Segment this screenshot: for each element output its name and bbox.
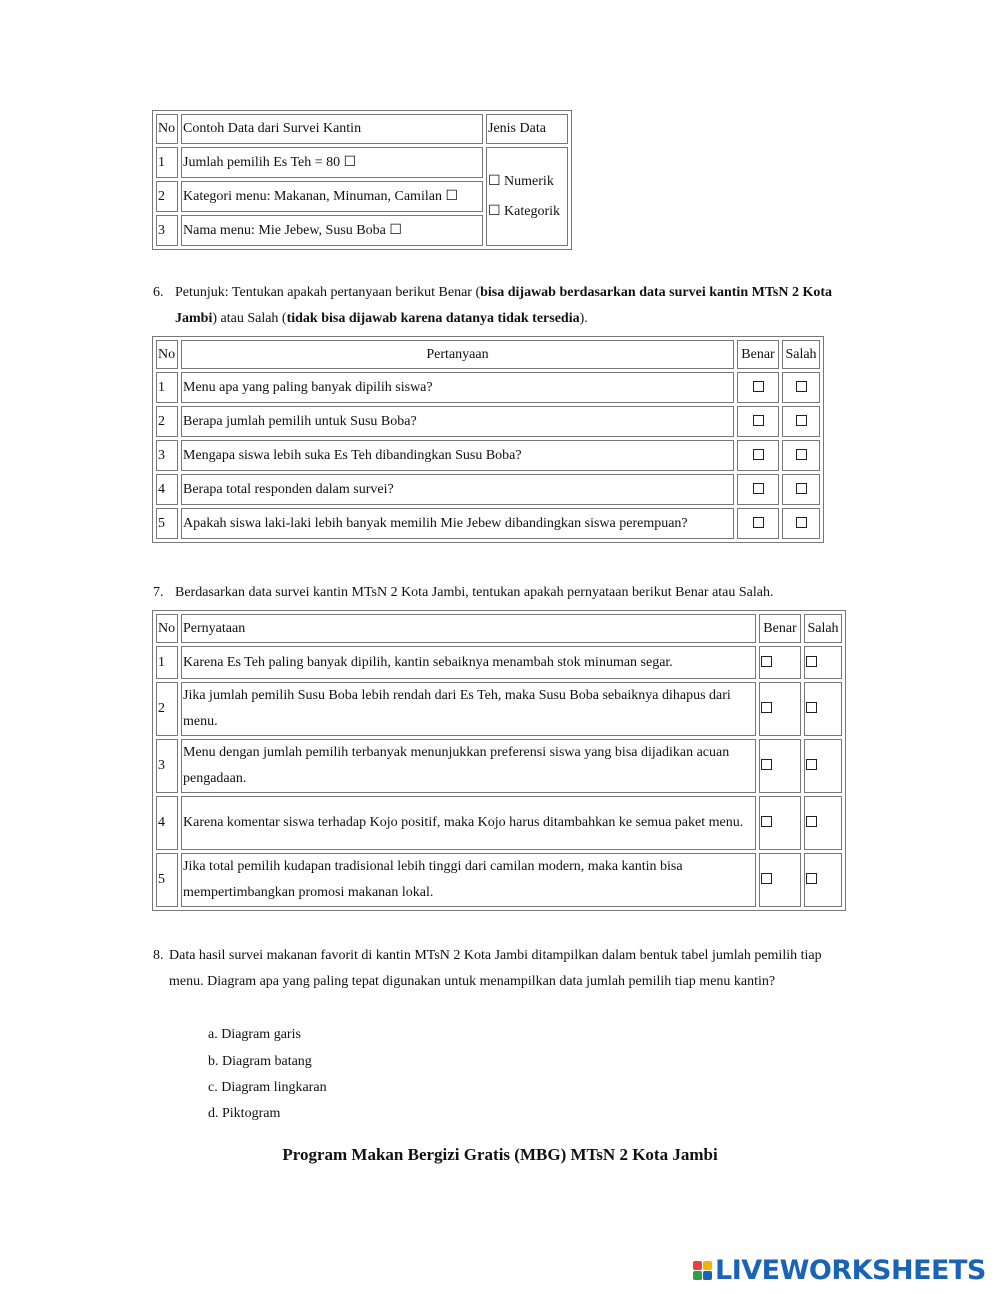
benar-checkbox[interactable] xyxy=(737,474,779,505)
header-benar: Benar xyxy=(737,340,779,369)
row-no: 1 xyxy=(156,147,178,178)
liveworksheets-logo-icon xyxy=(693,1261,712,1280)
benar-checkbox[interactable] xyxy=(759,853,801,907)
statement-cell: Menu dengan jumlah pemilih terbanyak menunjukkan preferensi siswa yang bisa dijadikan acuan pengadaan. xyxy=(181,739,756,793)
option-d[interactable]: d. Piktogram xyxy=(208,1106,281,1121)
header-benar: Benar xyxy=(759,614,801,643)
question-number: 8. xyxy=(153,948,164,963)
header-no: No xyxy=(156,114,178,144)
option-b[interactable]: b. Diagram batang xyxy=(208,1054,312,1069)
statement-cell: Jika jumlah pemilih Susu Boba lebih rendah dari Es Teh, maka Susu Boba sebaiknya dihapus dari menu. xyxy=(181,682,756,736)
benar-checkbox[interactable] xyxy=(759,739,801,793)
benar-checkbox[interactable] xyxy=(759,682,801,736)
question-number: 7. xyxy=(153,585,164,600)
benar-checkbox[interactable] xyxy=(737,372,779,403)
row-no: 1 xyxy=(156,372,178,403)
row-no: 2 xyxy=(156,682,178,736)
row-no: 2 xyxy=(156,181,178,212)
question-6 xyxy=(153,280,858,332)
salah-checkbox[interactable] xyxy=(804,853,842,907)
example-cell[interactable]: Kategori menu: Makanan, Minuman, Camilan ☐ xyxy=(181,181,483,212)
option-kategorik[interactable]: ☐ Kategorik xyxy=(488,203,561,219)
header-salah: Salah xyxy=(804,614,842,643)
question-7 xyxy=(153,580,873,606)
benar-checkbox[interactable] xyxy=(759,796,801,850)
benar-checkbox[interactable] xyxy=(759,646,801,679)
header-type: Jenis Data xyxy=(486,114,568,144)
row-no: 5 xyxy=(156,853,178,907)
header-example: Contoh Data dari Survei Kantin xyxy=(181,114,483,144)
row-no: 3 xyxy=(156,215,178,246)
program-title: Program Makan Bergizi Gratis (MBG) MTsN 2 Kota Jambi xyxy=(282,1145,718,1164)
statement-cell: Karena komentar siswa terhadap Kojo positif, maka Kojo harus ditambahkan ke semua paket menu. xyxy=(181,796,756,850)
header-no: No xyxy=(156,614,178,643)
question-8 xyxy=(153,943,843,995)
row-no: 1 xyxy=(156,646,178,679)
question-text: Berdasarkan data survei kantin MTsN 2 Kota Jambi, tentukan apakah pernyataan berikut Benar atau Salah. xyxy=(175,585,774,600)
benar-checkbox[interactable] xyxy=(737,508,779,539)
header-salah: Salah xyxy=(782,340,820,369)
salah-checkbox[interactable] xyxy=(782,406,820,437)
salah-checkbox[interactable] xyxy=(782,372,820,403)
question-cell: Mengapa siswa lebih suka Es Teh dibandingkan Susu Boba? xyxy=(181,440,734,471)
salah-checkbox[interactable] xyxy=(782,474,820,505)
salah-checkbox[interactable] xyxy=(804,739,842,793)
row-no: 4 xyxy=(156,474,178,505)
example-cell[interactable]: Nama menu: Mie Jebew, Susu Boba ☐ xyxy=(181,215,483,246)
question-cell: Berapa jumlah pemilih untuk Susu Boba? xyxy=(181,406,734,437)
row-no: 5 xyxy=(156,508,178,539)
logo-text: LIVEWORKSHEETS xyxy=(715,1254,986,1286)
salah-checkbox[interactable] xyxy=(804,682,842,736)
example-cell[interactable]: Jumlah pemilih Es Teh = 80 ☐ xyxy=(181,147,483,178)
question-cell: Menu apa yang paling banyak dipilih siswa? xyxy=(181,372,734,403)
question-7-table xyxy=(152,610,846,911)
type-options-cell xyxy=(486,147,568,246)
header-statement: Pernyataan xyxy=(181,614,756,643)
salah-checkbox[interactable] xyxy=(782,508,820,539)
statement-cell: Jika total pemilih kudapan tradisional lebih tinggi dari camilan modern, maka kantin bisa mempertimbangkan promosi makanan lokal. xyxy=(181,853,756,907)
question-cell: Apakah siswa laki-laki lebih banyak memilih Mie Jebew dibandingkan siswa perempuan? xyxy=(181,508,734,539)
question-text: Data hasil survei makanan favorit di kantin MTsN 2 Kota Jambi ditampilkan dalam bentuk tabel jumlah pemilih tiap menu. Diagram apa yang paling tepat digunakan untuk menampilkan data jumlah pemilih tiap menu kantin? xyxy=(169,948,822,989)
row-no: 3 xyxy=(156,440,178,471)
option-a[interactable]: a. Diagram garis xyxy=(208,1027,301,1042)
benar-checkbox[interactable] xyxy=(737,440,779,471)
question-text: Petunjuk: Tentukan apakah pertanyaan berikut Benar (bisa dijawab berdasarkan data survei kantin MTsN 2 Kota Jambi) atau Salah (tidak bisa dijawab karena datanya tidak tersedia). xyxy=(175,285,832,326)
option-c[interactable]: c. Diagram lingkaran xyxy=(208,1080,327,1095)
logo-square-1 xyxy=(693,1261,702,1270)
logo-square-4 xyxy=(703,1271,712,1280)
liveworksheets-logo xyxy=(693,1255,986,1285)
row-no: 4 xyxy=(156,796,178,850)
question-number: 6. xyxy=(153,285,164,300)
header-question: Pertanyaan xyxy=(181,340,734,369)
option-numerik[interactable]: ☐ Numerik xyxy=(488,173,554,189)
row-no: 3 xyxy=(156,739,178,793)
question-6-table xyxy=(152,336,824,543)
salah-checkbox[interactable] xyxy=(782,440,820,471)
question-cell: Berapa total responden dalam survei? xyxy=(181,474,734,505)
header-no: No xyxy=(156,340,178,369)
benar-checkbox[interactable] xyxy=(737,406,779,437)
logo-square-3 xyxy=(693,1271,702,1280)
statement-cell: Karena Es Teh paling banyak dipilih, kantin sebaiknya menambah stok minuman segar. xyxy=(181,646,756,679)
logo-square-2 xyxy=(703,1261,712,1270)
salah-checkbox[interactable] xyxy=(804,646,842,679)
salah-checkbox[interactable] xyxy=(804,796,842,850)
data-type-table xyxy=(152,110,572,250)
row-no: 2 xyxy=(156,406,178,437)
